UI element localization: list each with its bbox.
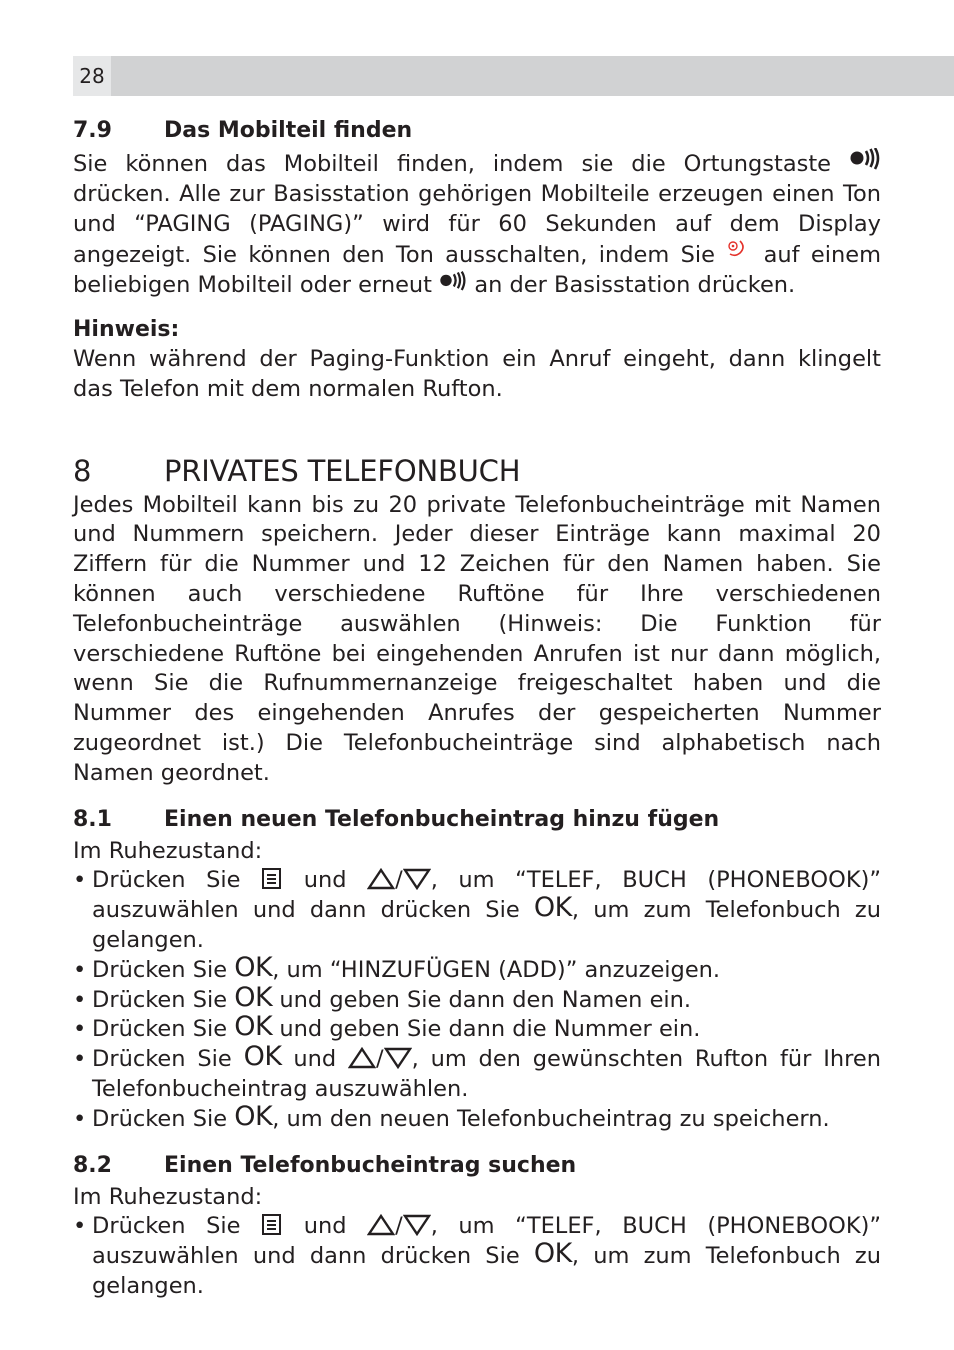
ok-key: OK xyxy=(533,1238,572,1270)
section-7-9-paragraph xyxy=(73,148,881,301)
chapter-8-heading xyxy=(73,451,881,491)
list-item: • Drücken Sie OK, um “HINZUFÜGEN (ADD)” anzuzeigen. xyxy=(73,956,881,986)
hint-text: Wenn während der Paging-Funktion ein Anruf eingeht, dann klingelt das Telefon mit dem normalen Rufton. xyxy=(73,345,881,402)
page-content xyxy=(73,114,881,1302)
bullet: • xyxy=(73,1105,87,1132)
list-item: • Drücken Sie OK, um den neuen Telefonbucheintrag zu speichern. xyxy=(73,1105,881,1135)
section-number: 8.2 xyxy=(73,1152,112,1178)
text-run: auf einem beliebigen Mobilteil oder erneut xyxy=(73,242,881,299)
down-triangle-icon xyxy=(384,1047,412,1069)
up-triangle-icon xyxy=(348,1047,376,1069)
chapter-8-intro: Jedes Mobilteil kann bis zu 20 private Telefonbucheinträge mit Namen und Nummern speichern. Jeder dieser Einträge kann maximal 20 Ziffern für die Nummer und 12 Zeichen für den Namen haben. Sie können auch verschiedene Ruftöne für Ihre verschiedenen Telefonbucheinträge auswählen (Hinweis: Die Funktion für verschiedene Ruftöne bei eingehenden Anrufen ist nur dann möglich, wenn Sie die Rufnummernanzeige freigeschaltet haben und die Nummer des eingehenden Anrufes der gespeicherten Nummer zugeordnet ist.) Die Telefonbucheinträge sind alphabetisch nach Namen geordnet. xyxy=(73,491,881,786)
ok-key: OK xyxy=(234,951,273,983)
page-number: 28 xyxy=(73,56,111,96)
up-triangle-icon xyxy=(367,1214,395,1236)
bullet: • xyxy=(73,867,87,894)
handset-ring-icon xyxy=(726,239,752,265)
idle-state-label: Im Ruhezustand: xyxy=(73,837,263,864)
text-run: drücken. Alle zur Basisstation gehörigen Mobilteile erzeugen einen Ton und “PAGING (PAGING)” wird für 60 Sekunden auf dem Display angezeigt. Sie können den Ton ausschalten, indem Sie xyxy=(73,180,881,269)
chapter-title: PRIVATES TELEFONBUCH xyxy=(164,453,521,488)
list-item: • Drücken Sie OK und / , um den gewünschten Rufton für Ihren Telefonbucheintrag auszuwählen. xyxy=(73,1045,881,1105)
ok-key: OK xyxy=(234,1100,273,1132)
menu-key-icon xyxy=(261,1214,283,1236)
chapter-number: 8 xyxy=(73,453,92,488)
ok-key: OK xyxy=(533,892,572,924)
section-number: 8.1 xyxy=(73,806,112,832)
ok-key: OK xyxy=(234,981,273,1013)
section-8-1-heading xyxy=(73,803,881,837)
ok-key: OK xyxy=(234,1011,273,1043)
section-number: 7.9 xyxy=(73,118,112,143)
bullet: • xyxy=(73,986,87,1013)
paging-icon xyxy=(439,271,467,295)
down-triangle-icon xyxy=(403,868,431,890)
text-run: an der Basisstation drücken. xyxy=(474,272,796,299)
section-title: Einen Telefonbucheintrag suchen xyxy=(164,1152,577,1178)
bullet: • xyxy=(73,1016,87,1043)
bullet: • xyxy=(73,1213,87,1240)
list-item: • Drücken Sie und / , um “TELEF, BUCH (PHONEBOOK)” auszuwählen und dann drücken Sie OK, um zum Telefonbuch zu gelangen. xyxy=(73,866,881,955)
bullet: • xyxy=(73,956,87,983)
ok-key: OK xyxy=(243,1041,282,1073)
paging-icon xyxy=(849,148,881,174)
hint-label: Hinweis: xyxy=(73,316,180,342)
section-title: Einen neuen Telefonbucheintrag hinzu fügen xyxy=(164,806,720,832)
page-header-bar xyxy=(73,56,954,96)
section-8-2-heading xyxy=(73,1149,881,1183)
list-item: • Drücken Sie OK und geben Sie dann die Nummer ein. xyxy=(73,1015,881,1045)
text-run: Sie können das Mobilteil finden, indem sie die Ortungstaste xyxy=(73,151,831,177)
up-triangle-icon xyxy=(367,868,395,890)
menu-key-icon xyxy=(261,868,283,890)
list-item: • Drücken Sie und / , um “TELEF, BUCH (PHONEBOOK)” auszuwählen und dann drücken Sie OK, um zum Telefonbuch zu gelangen. xyxy=(73,1212,881,1301)
bullet: • xyxy=(73,1046,87,1073)
down-triangle-icon xyxy=(403,1214,431,1236)
idle-state-label: Im Ruhezustand: xyxy=(73,1183,263,1210)
section-7-9-heading xyxy=(73,114,881,148)
section-title: Das Mobilteil finden xyxy=(164,118,413,143)
list-item: • Drücken Sie OK und geben Sie dann den Namen ein. xyxy=(73,986,881,1016)
